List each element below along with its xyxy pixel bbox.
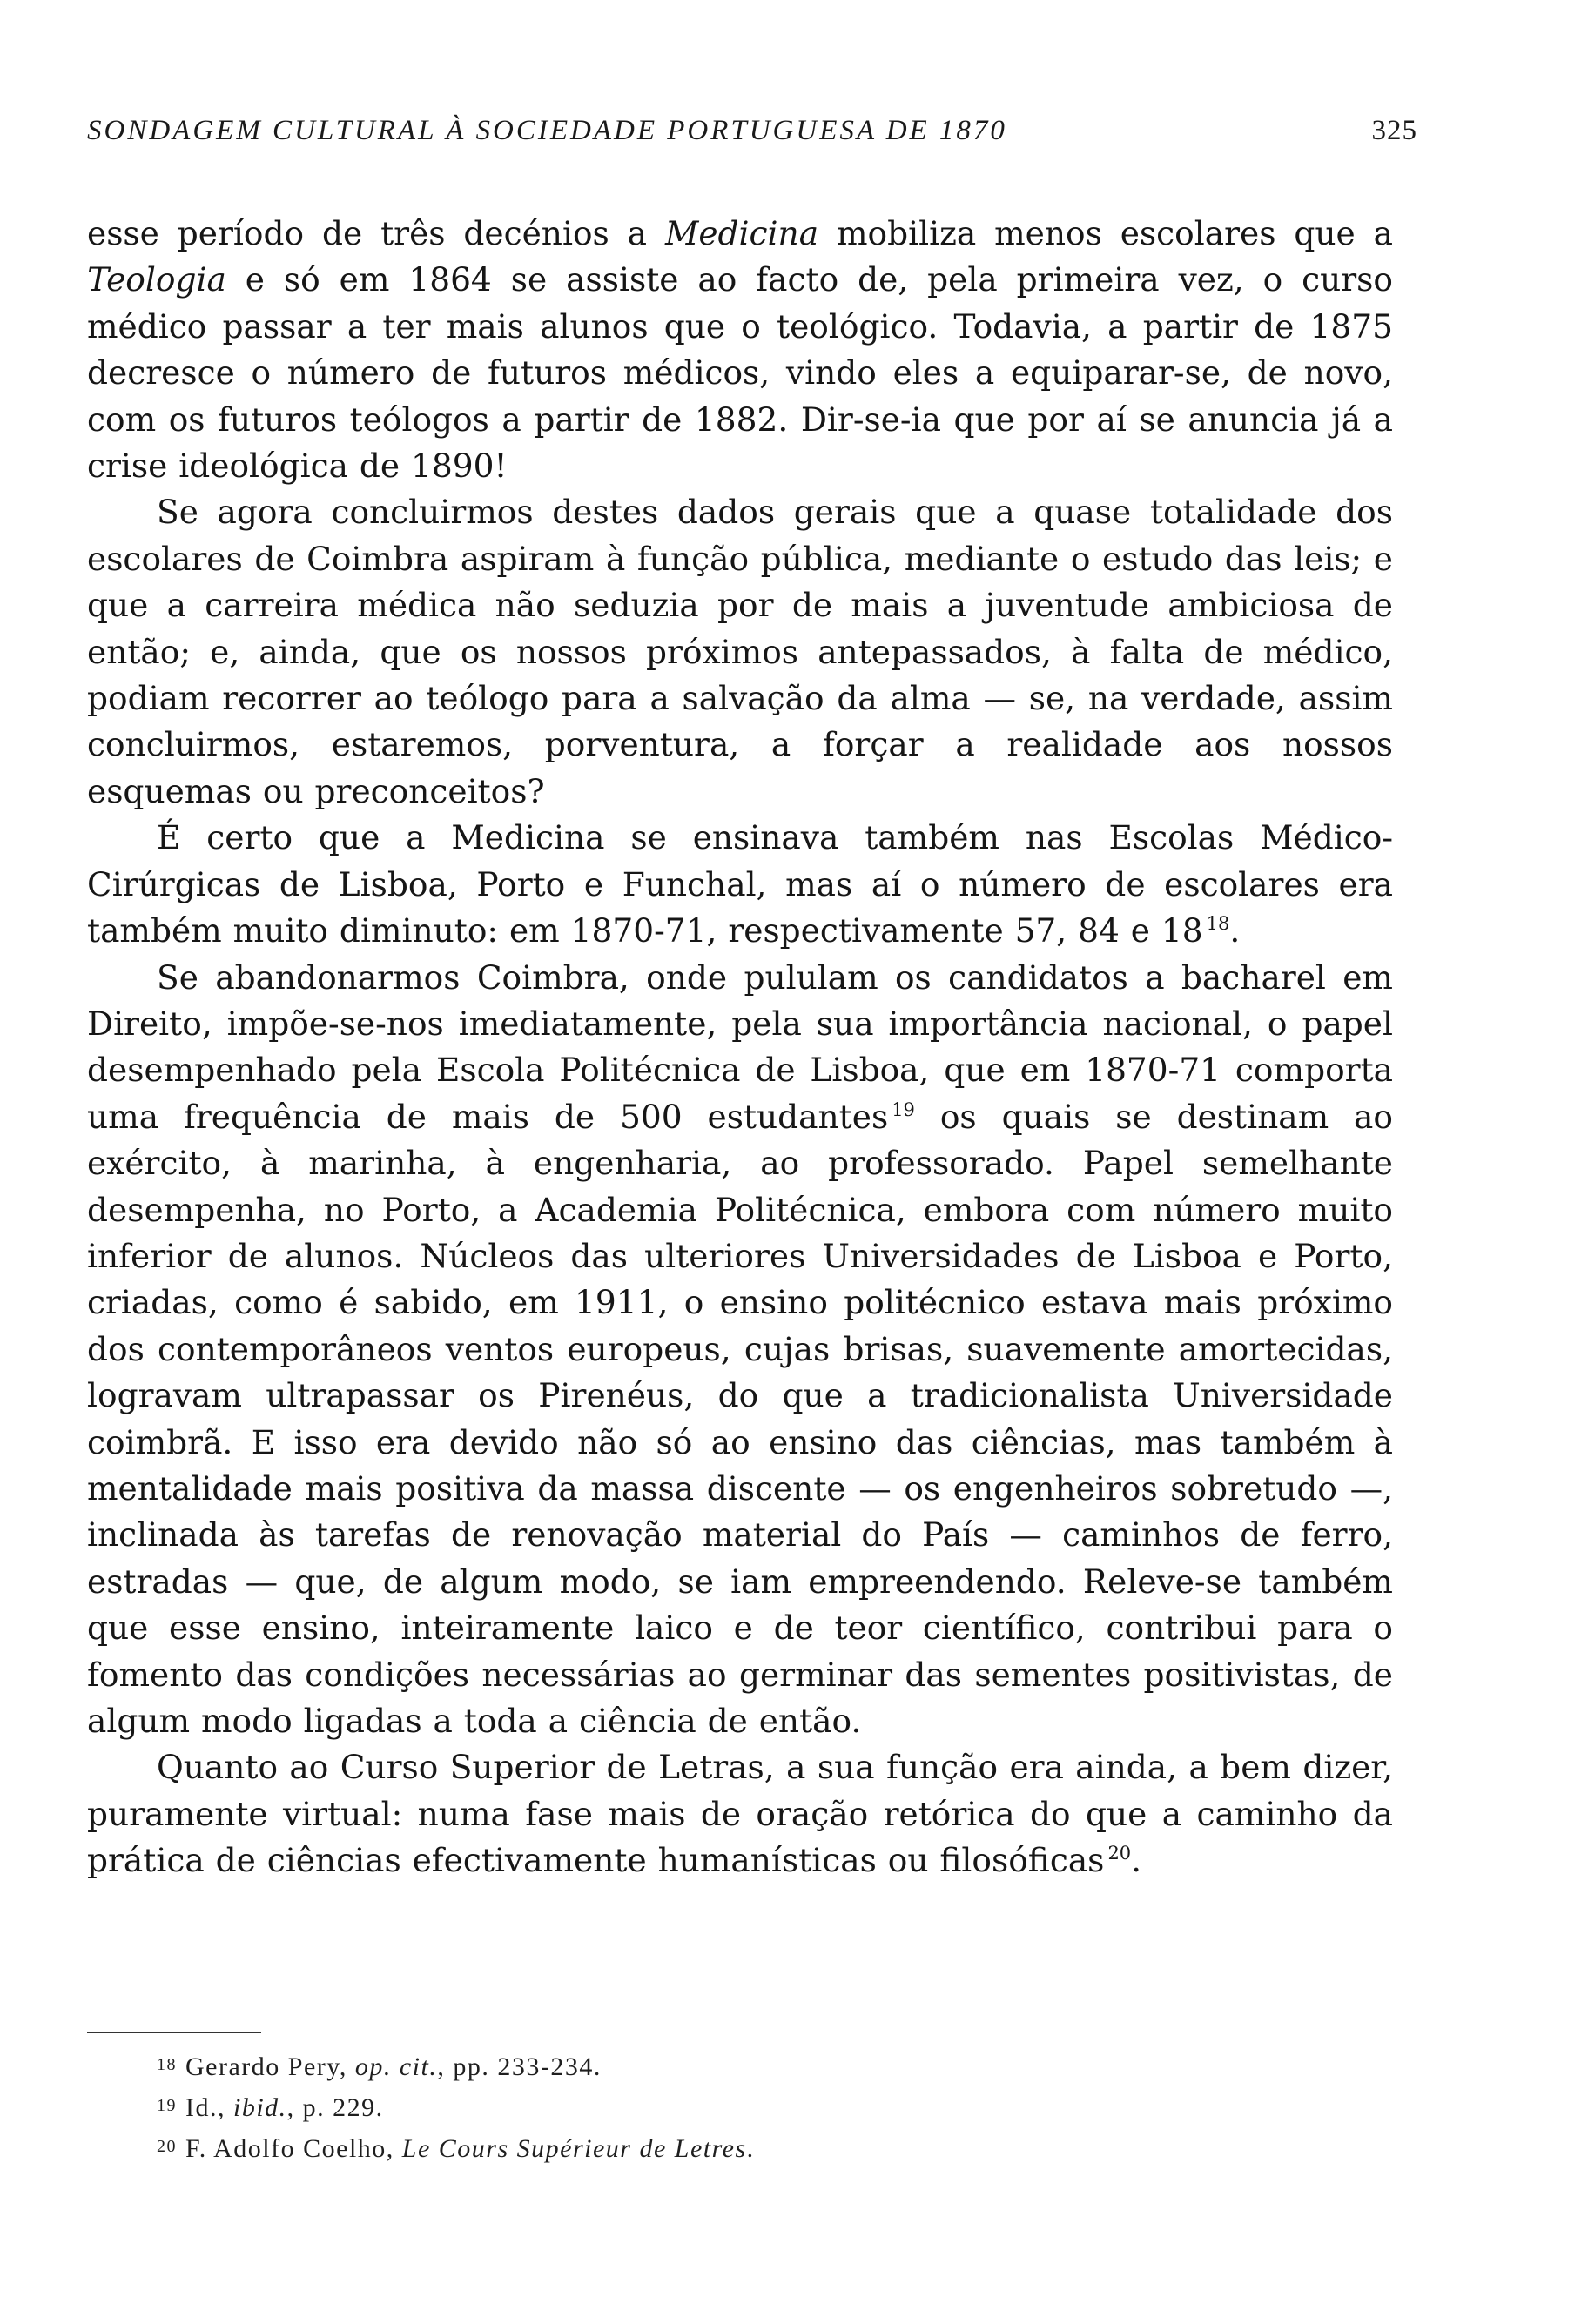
footnote-text: , pp. 233-234. — [437, 2052, 602, 2081]
text-run: Quanto ao Curso Superior de Letras, a sua função era ainda, a bem dizer, puramente virtual: numa fase mais de oração retórica do que a caminho da prática de ciências efectivamente humanísticas ou filosóficas — [87, 1748, 1393, 1880]
footnote-text: Gerardo Pery, — [185, 2052, 355, 2081]
running-title: SONDAGEM CULTURAL À SOCIEDADE PORTUGUESA DE 1870 — [87, 115, 1007, 146]
running-header — [87, 115, 1417, 147]
paragraph-4 — [87, 955, 1393, 1745]
footnote-ref-19: 19 — [892, 1098, 915, 1120]
footnotes — [157, 2045, 1289, 2168]
text-run: mobiliza menos escolares que a — [818, 214, 1393, 252]
footnote-ref-18: 18 — [1206, 913, 1230, 935]
text-run: Se abandonarmos Coimbra, onde pululam os candidatos a bacharel em Direito, impõe-se-nos imediatamente, pela sua importância nacional, o papel desempenhado pela Escola Politécnica de Lisboa, que em 1870-71 comporta uma frequência de mais de 500 estudantes — [87, 957, 1393, 1136]
footnote-number: 20 — [157, 2137, 177, 2156]
italic-term-medicina: Medicina — [664, 214, 819, 252]
footnote-18 — [157, 2045, 1289, 2086]
text-run: esse período de três decénios a — [87, 214, 665, 252]
italic-term-teologia: Teologia — [87, 260, 226, 299]
text-run: . — [1131, 1841, 1142, 1880]
text-run: É certo que a Medicina se ensinava também nas Escolas Médico-Cirúrgicas de Lisboa, Porto e Funchal, mas aí o número de escolares era também muito diminuto: em 1870-71, respectivamente 57, 84 e 18 — [87, 818, 1393, 950]
footnote-text: . — [746, 2134, 755, 2163]
footnote-number: 19 — [157, 2096, 177, 2115]
paragraph-2: Se agora concluirmos destes dados gerais que a quase totalidade dos escolares de Coimbra aspiram à função pública, mediante o estudo das leis; e que a carreira médica não seduzia por de mais a juventude ambiciosa de então; e, ainda, que os nossos próximos antepassados, à falta de médico, podiam recorrer ao teólogo para a salvação da alma — se, na verdade, assim concluirmos, estaremos, porventura, a forçar a realidade aos nossos esquemas ou preconceitos? — [87, 493, 1393, 810]
body-text — [87, 211, 1393, 1884]
footnote-text: , p. 229. — [286, 2093, 384, 2122]
footnote-19 — [157, 2086, 1289, 2127]
footnote-text: F. Adolfo Coelho, — [185, 2134, 402, 2163]
footnote-divider — [87, 2032, 261, 2033]
footnote-text: Id., — [185, 2093, 233, 2122]
text-run: os quais se destinam ao exército, à marinha, à engenharia, ao professorado. Papel semelhante desempenha, no Porto, a Academia Politécnica, embora com número muito inferior de alunos. Núcleos das ulteriores Universidades de Lisboa e Porto, criadas, como é sabido, em 1911, o ensino politécnico estava mais próximo dos contemporâneos ventos europeus, cujas brisas, suavemente amortecidas, logravam ultrapassar os Pirenéus, do que a tradicionalista Universidade coimbrã. E isso era devido não só ao ensino das ciências, mas também à mentalidade mais positiva da massa discente — os engenheiros sobretudo —, inclinada às tarefas de renovação material do País — caminhos de ferro, estradas — que, de algum modo, se iam empreendendo. Releve-se também que esse ensino, inteiramente laico e de teor científico, contribui para o fomento das condições necessárias ao germinar das sementes positivistas, de algum modo ligadas a toda a ciência de então. — [87, 1097, 1393, 1740]
footnote-number: 18 — [157, 2055, 177, 2074]
footnote-italic: Le Cours Supérieur de Letres — [401, 2134, 747, 2163]
footnote-20 — [157, 2127, 1289, 2168]
paragraph-5 — [87, 1744, 1393, 1884]
footnote-italic: ibid. — [233, 2093, 287, 2122]
footnote-italic: op. cit. — [354, 2052, 438, 2081]
paragraph-1 — [87, 211, 1393, 489]
page-number: 325 — [1371, 115, 1417, 146]
paragraph-3 — [87, 815, 1393, 954]
text-run: . — [1229, 911, 1241, 950]
text-run: e só em 1864 se assiste ao facto de, pela primeira vez, o curso médico passar a ter mais alunos que o teológico. Todavia, a partir de 1875 decresce o número de futuros médicos, vindo eles a equiparar-se, de novo, com os futuros teólogos a partir de 1882. Dir-se-ia que por aí se anuncia já a crise ideológica de 1890! — [87, 260, 1393, 486]
footnote-ref-20: 20 — [1107, 1843, 1132, 1864]
